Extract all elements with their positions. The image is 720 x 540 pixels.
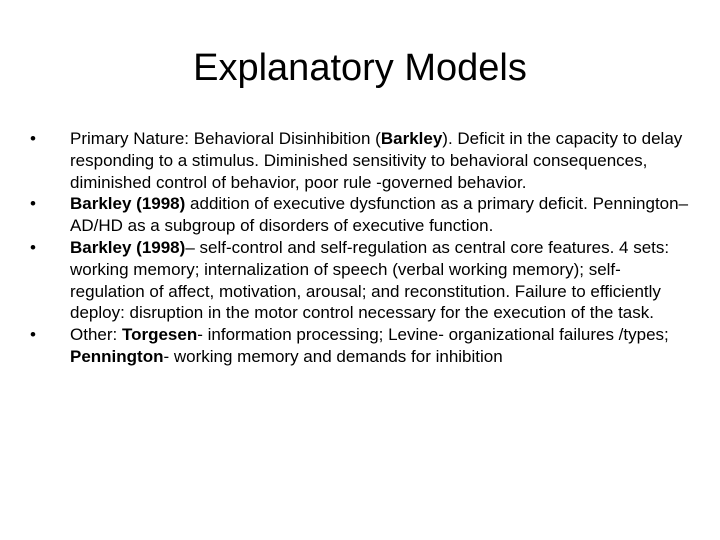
bold-run: Barkley (1998) [70, 194, 186, 214]
bullet-text [70, 194, 688, 235]
bullet-text [70, 129, 682, 192]
bold-run: Barkley [380, 129, 443, 148]
bullet-dot: • [30, 129, 36, 148]
bullet-list [30, 128, 690, 368]
text-run: - information processing; Levine- organizational failures /types; [197, 325, 669, 345]
text-run: Primary Nature: Behavioral Disinhibition ( [70, 129, 381, 148]
bullet-dot: • [30, 194, 36, 214]
slide-title: Explanatory Models [193, 47, 527, 89]
bullet-dot: • [30, 325, 36, 345]
text-run: - working memory and demands for inhibition [163, 346, 503, 366]
bullet-item [30, 324, 690, 368]
text-run: addition of executive dysfunction as a primary deficit. Pennington– AD/HD as a subgroup of disorders of executive function. [70, 194, 689, 236]
bold-run: Torgesen [121, 325, 198, 345]
text-run: – self-control and self-regulation as central core features. 4 sets: working memory; internalization of speech (verbal working memory); self-regulation of affect, motivation, arousal; and reconstitution. Failure to efficiently deploy: disruption in the motor control necessary for the execution of the task. [70, 237, 670, 323]
text-run: ). Deficit in the capacity to delay responding to a stimulus. Diminished sensitivity to behavioral consequences, diminished control of behavior, poor rule -governed behavior. [70, 129, 683, 192]
bullet-item [30, 193, 690, 237]
bullet-item [30, 128, 690, 193]
bullet-dot: • [30, 237, 36, 257]
bold-run: Barkley (1998) [70, 237, 186, 257]
bullet-text [70, 325, 669, 366]
bullet-text [70, 238, 669, 322]
bold-run: Pennington [70, 346, 164, 366]
text-run: Other: [70, 325, 122, 345]
bullet-item [30, 237, 690, 324]
